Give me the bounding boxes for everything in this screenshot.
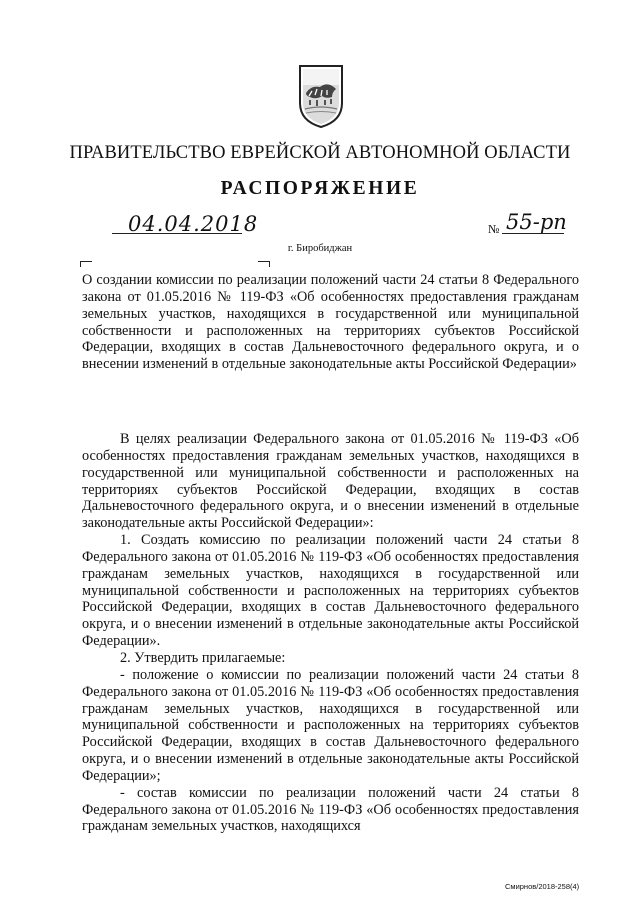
document-body xyxy=(82,431,579,835)
document-type: РАСПОРЯЖЕНИЕ xyxy=(220,178,420,199)
document-title xyxy=(82,272,579,373)
document-date: 04.04.2018 xyxy=(128,212,259,236)
title-text: О создании комиссии по реализации положений части 24 статьи 8 Федерального закона от 01.05.2016 № 119-ФЗ «Об особенностях предоставления гражданам земельных участков, находящихся в государственной или муниципальной собственности и расположенных на территориях субъектов Российской Федерации, входящих в состав Дальневосточного федерального округа, и о внесении изменений в отдельные законодательные акты Российской Федерации» xyxy=(82,272,579,373)
body-paragraph-preamble: В целях реализации Федерального закона от 01.05.2016 № 119-ФЗ «Об особенностях предоставления гражданам земельных участков, находящихся в государственной или муниципальной собственности и расположенных на территориях субъектов Российской Федерации, входящих в состав Дальневосточного федерального округа, и о внесении изменений в отдельные законодательные акты Российской Федерации»: xyxy=(82,431,579,532)
city-name: г. Биробиджан xyxy=(287,243,353,254)
body-paragraph-2: 2. Утвердить прилагаемые: xyxy=(120,649,286,666)
coat-of-arms-emblem xyxy=(297,63,345,129)
corner-mark-left xyxy=(80,261,92,267)
corner-mark-right xyxy=(258,261,270,267)
number-underline xyxy=(502,233,564,234)
number-label: № xyxy=(488,222,500,236)
body-paragraph-1: 1. Создать комиссию по реализации положений части 24 статьи 8 Федерального закона от 01.05.2016 № 119-ФЗ «Об особенностях предоставления гражданам земельных участков, находящихся в государственной или муниципальной собственности и расположенных на территориях субъектов Российской Федерации, входящих в состав Дальневосточного федерального округа, и о внесении изменений в отдельные законодательные акты Российской Федерации». xyxy=(82,532,579,650)
body-paragraph-2-item-2: - состав комиссии по реализации положений части 24 статьи 8 Федерального закона от 01.05.2016 № 119-ФЗ «Об особенностях предоставления гражданам земельных участков, находящихся xyxy=(82,784,579,835)
organization-name: ПРАВИТЕЛЬСТВО ЕВРЕЙСКОЙ АВТОНОМНОЙ ОБЛАСТИ xyxy=(69,143,571,163)
footer-reference: Смирнов/2018-258(4) xyxy=(505,882,580,891)
date-underline xyxy=(112,233,242,234)
document-number: 55-рп xyxy=(506,210,567,234)
body-paragraph-2-item-1: - положение о комиссии по реализации положений части 24 статьи 8 Федерального закона от 01.05.2016 № 119-ФЗ «Об особенностях предоставления гражданам земельных участков, находящихся в государственной или муниципальной собственности и расположенных на территориях субъектов Российской Федерации, входящих в состав Дальневосточного федерального округа, и о внесении изменений в отдельные законодательные акты Российской Федерации»; xyxy=(82,666,579,784)
